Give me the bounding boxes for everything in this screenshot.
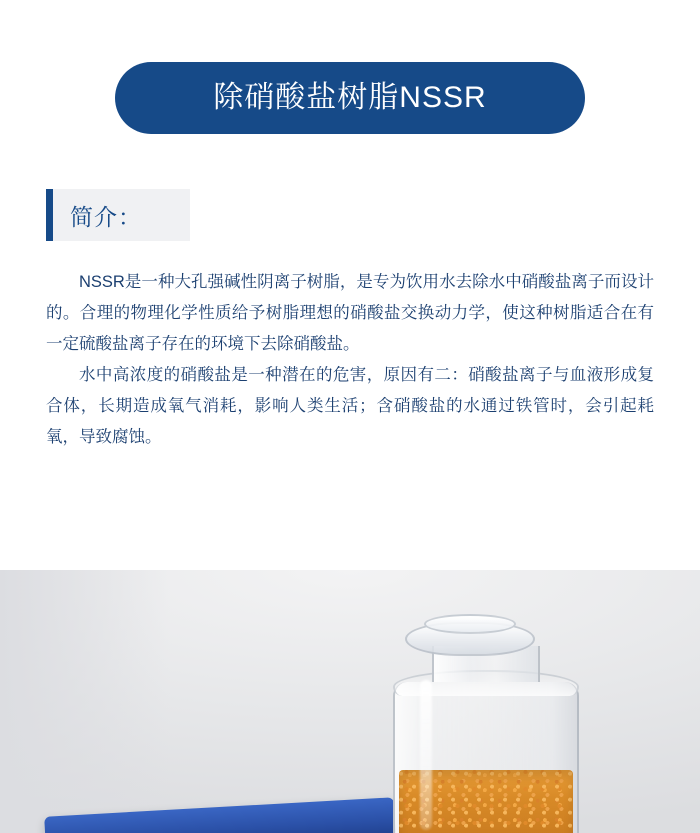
- page-title-container: [0, 0, 700, 134]
- page-title-pill: [115, 62, 585, 134]
- paragraph-2: 水中高浓度的硝酸盐是一种潜在的危害，原因有二：硝酸盐离子与血液形成复合体，长期造成氧气消耗，影响人类生活；含硝酸盐的水通过铁管时，会引起耗氧，导致腐蚀。: [46, 366, 654, 446]
- glass-stopper-top: [424, 614, 516, 634]
- product-photo: [0, 570, 700, 833]
- intro-body-text: [46, 267, 654, 453]
- page-title: 除硝酸盐树脂NSSR: [213, 81, 487, 114]
- photo-left-shade: [0, 570, 170, 833]
- section-heading-intro: [46, 189, 190, 241]
- glass-highlight: [420, 680, 432, 830]
- section-heading-label: 简介：: [70, 203, 142, 230]
- paragraph-1: NSSR是一种大孔强碱性阴离子树脂，是专为饮用水去除水中硝酸盐离子而设计的。合理的物理化学性质给予树脂理想的硝酸盐交换动力学，使这种树脂适合在有一定硫酸盐离子存在的环境下去除硝酸盐。: [46, 273, 654, 353]
